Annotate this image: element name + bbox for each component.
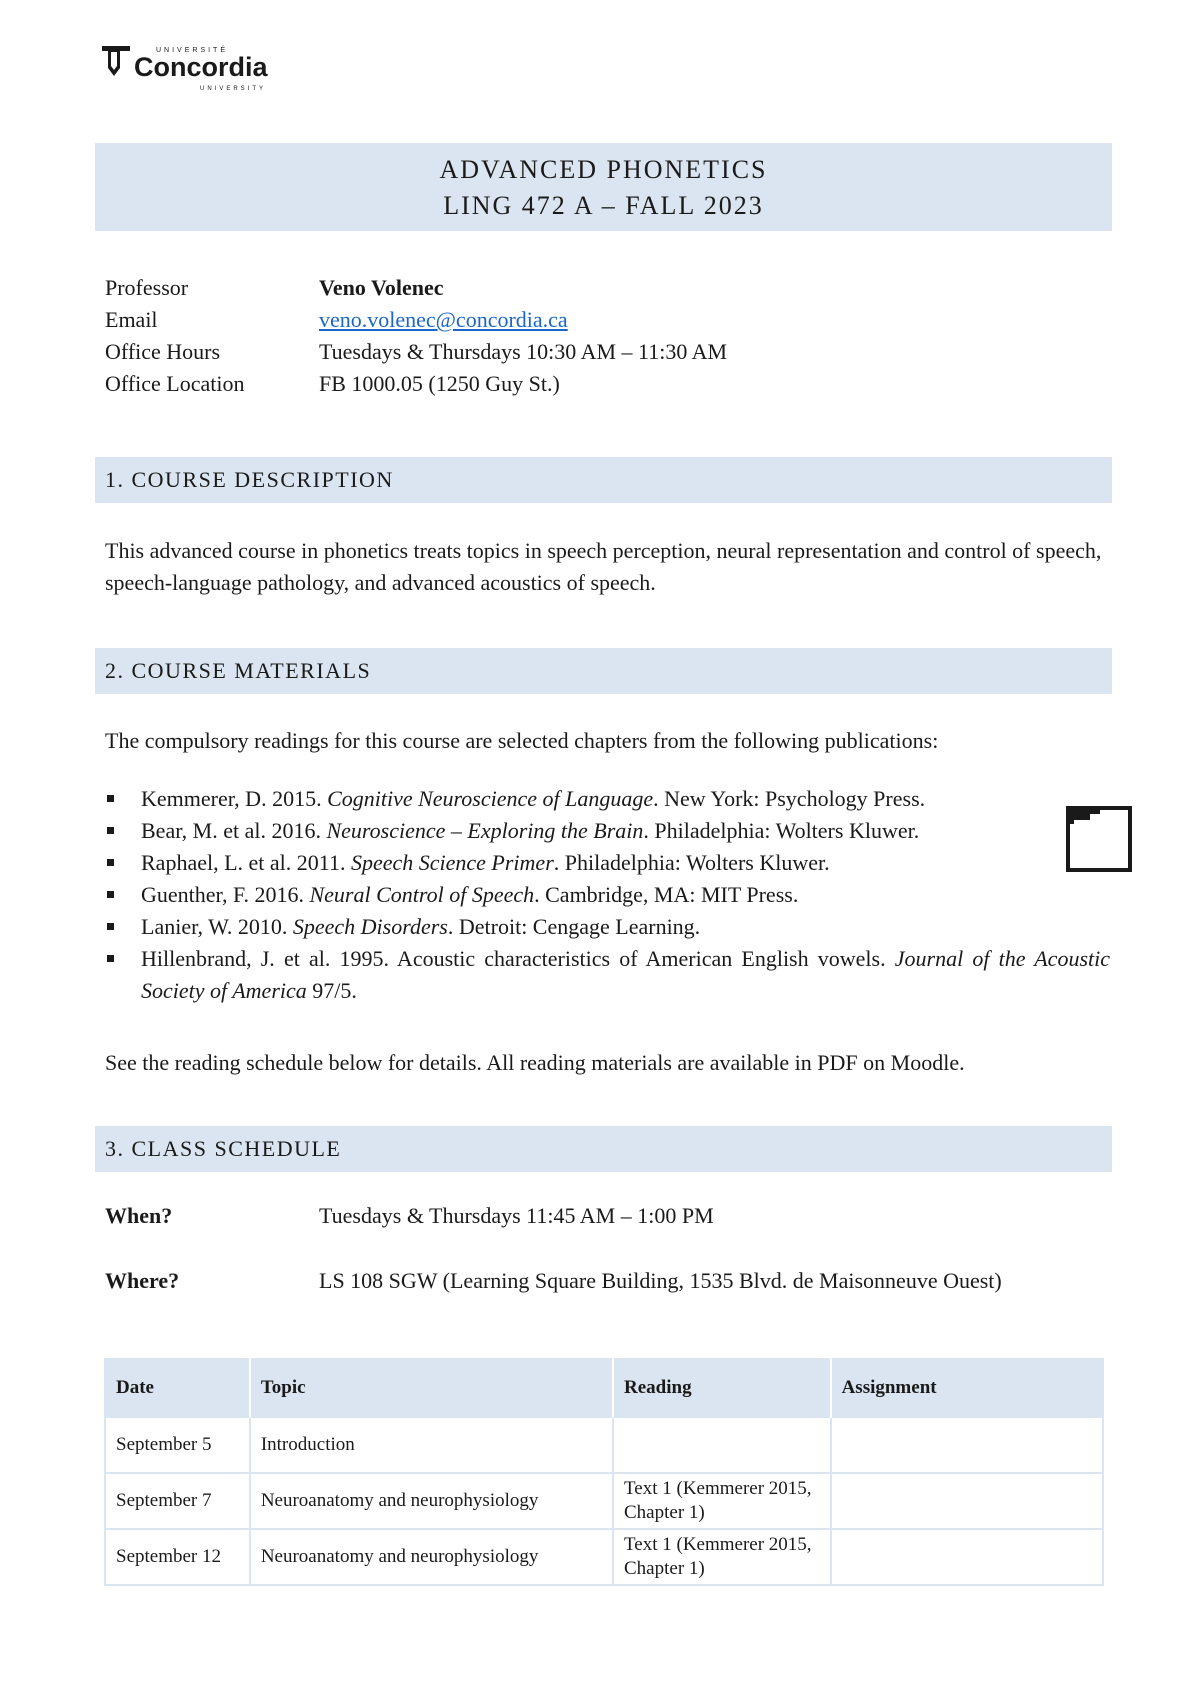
square-bullet-icon: [107, 923, 114, 930]
inbox-tray-icon[interactable]: [1066, 806, 1132, 872]
table-cell: Introduction: [250, 1417, 613, 1473]
schedule-where-row: [105, 1268, 1002, 1294]
square-bullet-icon: [107, 955, 114, 962]
course-description-text: This advanced course in phonetics treats topics in speech perception, neural representation and control of speech, speech-language pathology, and advanced acoustics of speech.: [105, 538, 1102, 595]
table-row: [105, 1529, 1103, 1585]
list-item: Guenther, F. 2016. Neural Control of Speech. Cambridge, MA: MIT Press.: [105, 879, 1110, 911]
square-bullet-icon: [107, 795, 114, 802]
when-value: Tuesdays & Thursdays 11:45 AM – 1:00 PM: [319, 1203, 714, 1228]
column-header: Reading: [613, 1359, 831, 1417]
materials-intro-text: The compulsory readings for this course are selected chapters from the following publications:: [105, 728, 939, 753]
list-item: Kemmerer, D. 2015. Cognitive Neuroscience of Language. New York: Psychology Press.: [105, 783, 1110, 815]
square-bullet-icon: [107, 827, 114, 834]
table-cell: Text 1 (Kemmerer 2015, Chapter 1): [613, 1529, 831, 1585]
professor-label: Professor: [105, 275, 189, 300]
where-label: Where?: [105, 1268, 180, 1293]
logo-bottom-text: UNIVERSITY: [200, 86, 267, 92]
list-item: Hillenbrand, J. et al. 1995. Acoustic characteristics of American English vowels. Journal of the Acoustic Society of America 97/5.: [105, 943, 1110, 1007]
list-item: Lanier, W. 2010. Speech Disorders. Detroit: Cengage Learning.: [105, 911, 1110, 943]
column-header: Date: [105, 1359, 250, 1417]
logo-top-text: UNIVERSITÉ: [156, 47, 229, 54]
list-item: Raphael, L. et al. 2011. Speech Science Primer. Philadelphia: Wolters Kluwer.: [105, 847, 1110, 879]
where-value: LS 108 SGW (Learning Square Building, 1535 Blvd. de Maisonneuve Ouest): [319, 1268, 1002, 1293]
concordia-logo: [100, 40, 300, 100]
table-header-row: [105, 1359, 1103, 1417]
square-bullet-icon: [107, 891, 114, 898]
reading-list: [105, 783, 1110, 1007]
course-subtitle: LING 472 A – FALL 2023: [443, 191, 764, 220]
info-row-email: [105, 304, 727, 336]
table-row: [105, 1473, 1103, 1529]
table-cell: Text 1 (Kemmerer 2015, Chapter 1): [613, 1473, 831, 1529]
list-item: Bear, M. et al. 2016. Neuroscience – Exploring the Brain. Philadelphia: Wolters Kluwer.: [105, 815, 1110, 847]
section-heading-schedule: 3. CLASS SCHEDULE: [95, 1126, 1112, 1172]
table-cell: [831, 1473, 1103, 1529]
table-cell: [613, 1417, 831, 1473]
office-location-value: FB 1000.05 (1250 Guy St.): [319, 371, 560, 396]
table-cell: Neuroanatomy and neurophysiology: [250, 1529, 613, 1585]
table-cell: September 12: [105, 1529, 250, 1585]
professor-name: Veno Volenec: [319, 275, 444, 300]
concordia-shield-icon: [102, 46, 130, 76]
instructor-info: [105, 272, 727, 400]
email-label: Email: [105, 307, 158, 332]
schedule-when-row: [105, 1203, 714, 1229]
section-heading-description: 1. COURSE DESCRIPTION: [95, 457, 1112, 503]
table-cell: September 5: [105, 1417, 250, 1473]
office-location-label: Office Location: [105, 371, 245, 396]
info-row-professor: [105, 272, 727, 304]
table-cell: [831, 1417, 1103, 1473]
schedule-table: [104, 1358, 1104, 1586]
table-cell: September 7: [105, 1473, 250, 1529]
logo-name: Concordia: [134, 52, 268, 82]
office-hours-label: Office Hours: [105, 339, 221, 364]
when-label: When?: [105, 1203, 173, 1228]
info-row-hours: [105, 336, 727, 368]
info-row-location: [105, 368, 727, 400]
section-heading-materials: 2. COURSE MATERIALS: [95, 648, 1112, 694]
square-bullet-icon: [107, 859, 114, 866]
course-title: ADVANCED PHONETICS: [439, 155, 768, 184]
materials-outro-text: See the reading schedule below for details. All reading materials are available in PDF on Moodle.: [105, 1050, 965, 1075]
table-cell: [831, 1529, 1103, 1585]
email-link[interactable]: veno.volenec@concordia.ca: [319, 307, 568, 332]
table-row: [105, 1417, 1103, 1473]
column-header: Assignment: [831, 1359, 1103, 1417]
table-cell: Neuroanatomy and neurophysiology: [250, 1473, 613, 1529]
office-hours-value: Tuesdays & Thursdays 10:30 AM – 11:30 AM: [319, 339, 728, 364]
column-header: Topic: [250, 1359, 613, 1417]
title-band: [95, 143, 1112, 231]
